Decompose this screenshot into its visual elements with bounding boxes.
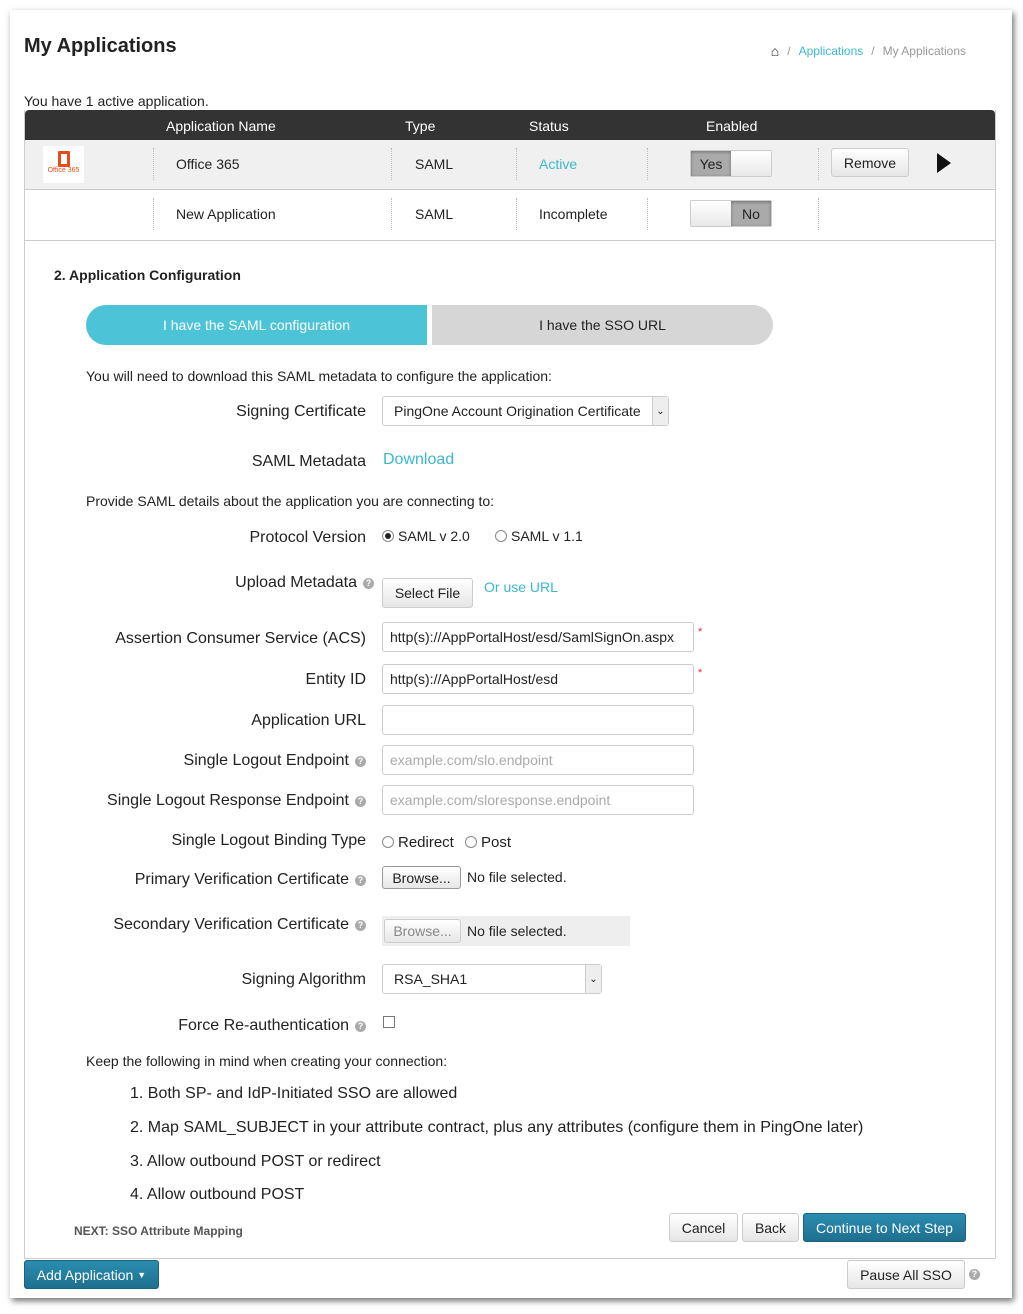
radio-saml-1[interactable]: SAML v 1.1	[495, 528, 583, 544]
col-name: Application Name	[166, 118, 276, 134]
expand-arrow-icon[interactable]	[937, 153, 951, 173]
back-button[interactable]: Back	[742, 1213, 799, 1242]
pause-all-sso-button[interactable]: Pause All SSO	[847, 1260, 965, 1289]
select-file-button[interactable]: Select File	[382, 578, 473, 608]
enabled-toggle[interactable]: Yes	[690, 150, 772, 177]
note-item: 4. Allow outbound POST	[130, 1186, 305, 1203]
chevron-down-icon: ⌄	[652, 397, 668, 425]
enabled-toggle[interactable]: No	[690, 200, 772, 227]
col-type: Type	[405, 118, 436, 134]
algorithm-select[interactable]: RSA_SHA1 ⌄	[382, 964, 602, 994]
secondary-browse-button[interactable]: Browse...	[384, 919, 461, 943]
force-reauth-label: Force Re-authentication ?	[178, 1017, 366, 1035]
section-title: 2. Application Configuration	[54, 267, 241, 283]
app-name[interactable]: New Application	[176, 206, 276, 222]
provide-note: Provide SAML details about the application you are connecting to:	[86, 493, 495, 509]
cancel-button[interactable]: Cancel	[669, 1213, 738, 1242]
binding-label: Single Logout Binding Type	[171, 832, 366, 849]
caret-down-icon: ▼	[137, 1269, 147, 1280]
breadcrumb: ⌂ / Applications / My Applications	[770, 43, 966, 59]
saml-metadata-label: SAML Metadata	[251, 453, 366, 470]
help-icon[interactable]: ?	[969, 1269, 980, 1280]
force-reauth-checkbox[interactable]	[383, 1016, 395, 1028]
acs-input[interactable]: http(s)://AppPortalHost/esd/SamlSignOn.aspx	[382, 622, 694, 652]
upload-metadata-label: Upload Metadata ?	[235, 574, 374, 592]
entity-id-input[interactable]: http(s)://AppPortalHost/esd	[382, 664, 694, 694]
col-enabled: Enabled	[706, 118, 758, 134]
signing-certificate-select[interactable]: PingOne Account Origination Certificate ⌄	[382, 396, 669, 426]
note-item: 1. Both SP- and IdP-Initiated SSO are allowed	[130, 1085, 458, 1102]
use-url-link[interactable]: Or use URL	[484, 579, 558, 595]
slo-label: Single Logout Endpoint ?	[184, 752, 366, 770]
protocol-label: Protocol Version	[249, 529, 366, 546]
radio-saml-2[interactable]: SAML v 2.0	[382, 528, 470, 544]
remove-button[interactable]: Remove	[831, 148, 909, 177]
app-type: SAML	[415, 156, 454, 172]
entity-id-label: Entity ID	[305, 671, 366, 688]
secondary-cert-label: Secondary Verification Certificate ?	[113, 916, 366, 934]
next-step-label: NEXT: SSO Attribute Mapping	[74, 1224, 243, 1238]
signing-certificate-label: Signing Certificate	[236, 403, 366, 420]
chevron-down-icon: ⌄	[585, 965, 601, 993]
slo-response-label: Single Logout Response Endpoint ?	[107, 792, 366, 810]
required-mark: *	[698, 626, 703, 638]
office365-logo: Office 365	[43, 146, 84, 183]
download-link[interactable]: Download	[383, 451, 455, 468]
app-status: Active	[539, 156, 578, 172]
primary-cert-label: Primary Verification Certificate ?	[135, 871, 366, 889]
app-status: Incomplete	[539, 206, 608, 222]
help-icon: ?	[355, 756, 366, 767]
acs-label: Assertion Consumer Service (ACS)	[115, 630, 366, 647]
download-note: You will need to download this SAML metadata to configure the application:	[86, 368, 552, 384]
table-row[interactable]	[25, 190, 995, 240]
slo-response-input[interactable]: example.com/sloresponse.endpoint	[382, 785, 694, 815]
radio-post[interactable]: Post	[465, 834, 511, 851]
help-icon: ?	[355, 875, 366, 886]
applications-table	[24, 110, 996, 241]
add-application-button[interactable]: Add Application ▼	[24, 1260, 159, 1289]
app-url-input[interactable]	[382, 705, 694, 735]
required-mark: *	[698, 667, 703, 679]
continue-button[interactable]: Continue to Next Step	[803, 1213, 966, 1242]
radio-redirect[interactable]: Redirect	[382, 834, 454, 851]
col-status: Status	[529, 118, 569, 134]
slo-input[interactable]: example.com/slo.endpoint	[382, 745, 694, 775]
primary-browse-button[interactable]: Browse...	[382, 866, 461, 889]
help-icon: ?	[355, 1021, 366, 1032]
active-count: You have 1 active application.	[24, 93, 209, 109]
help-icon: ?	[355, 796, 366, 807]
table-header	[25, 110, 995, 140]
keep-note: Keep the following in mind when creating your connection:	[86, 1053, 448, 1069]
breadcrumb-current: My Applications	[882, 44, 966, 58]
tab-saml-config[interactable]: I have the SAML configuration	[86, 305, 427, 345]
app-type: SAML	[415, 206, 454, 222]
tab-sso-url[interactable]: I have the SSO URL	[432, 305, 773, 345]
secondary-file-status: No file selected.	[467, 923, 567, 939]
home-icon[interactable]: ⌂	[770, 43, 780, 59]
app-name[interactable]: Office 365	[176, 156, 240, 172]
primary-file-status: No file selected.	[467, 869, 567, 885]
algorithm-label: Signing Algorithm	[241, 971, 366, 988]
page-title: My Applications	[24, 35, 177, 57]
table-row[interactable]	[25, 140, 995, 190]
app-url-label: Application URL	[251, 712, 366, 729]
note-item: 2. Map SAML_SUBJECT in your attribute contract, plus any attributes (configure them in PingOne later)	[130, 1119, 864, 1136]
breadcrumb-applications[interactable]: Applications	[798, 44, 864, 58]
help-icon: ?	[355, 920, 366, 931]
note-item: 3. Allow outbound POST or redirect	[130, 1153, 381, 1170]
help-icon: ?	[363, 578, 374, 589]
